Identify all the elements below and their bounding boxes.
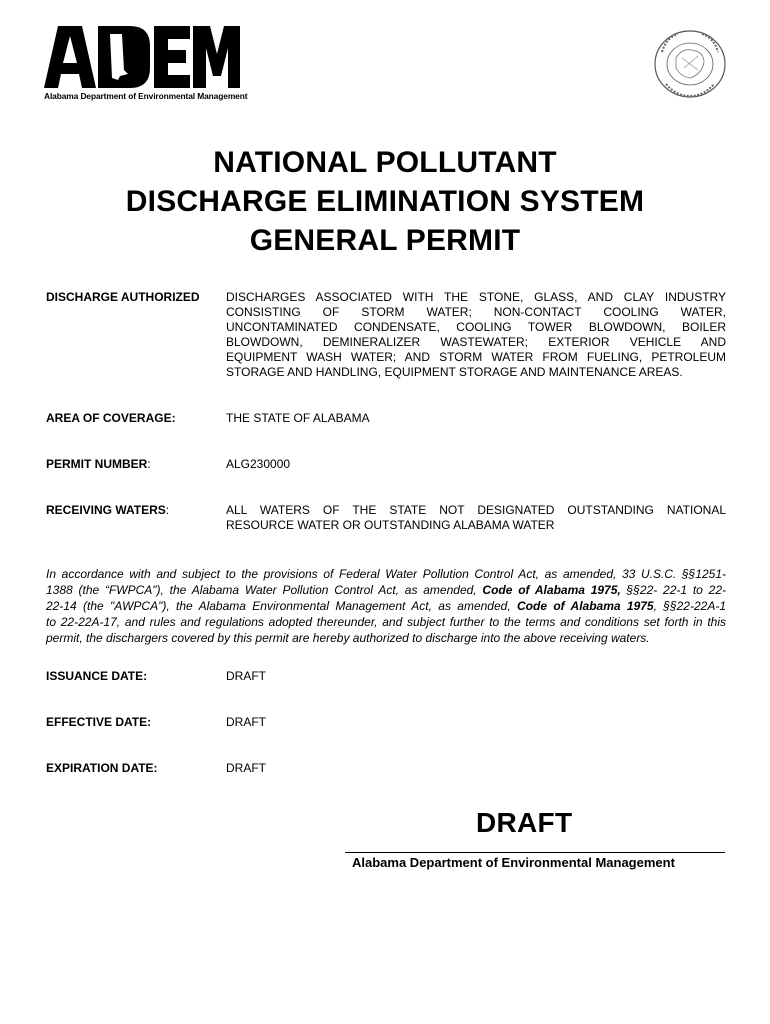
code-citation: Code of Alabama 1975	[517, 599, 654, 613]
draft-stamp: DRAFT	[476, 807, 573, 838]
title-line: NATIONAL POLLUTANT	[213, 146, 557, 179]
value-line: DISCHARGES ASSOCIATED WITH THE STONE, GLASS, AND CLAY INDUSTRY	[226, 290, 726, 304]
adem-logo	[42, 24, 248, 102]
issuance-date-label: ISSUANCE DATE:	[46, 669, 148, 683]
value-line: EQUIPMENT WASH WATER; AND STORM WATER FROM FUELING, PETROLEUM	[226, 350, 726, 364]
discharge-authorized-value	[226, 290, 726, 380]
value-line: ALL WATERS OF THE STATE NOT DESIGNATED OUTSTANDING NATIONAL	[226, 503, 726, 517]
authorization-paragraph	[46, 566, 726, 646]
effective-date-value: DRAFT	[226, 715, 266, 729]
paragraph-text: , §§22-22A-1	[653, 599, 726, 613]
title-line: DISCHARGE ELIMINATION SYSTEM	[125, 185, 645, 218]
value-line: CONSISTING OF STORM WATER; NON-CONTACT COOLING WATER,	[226, 305, 726, 319]
title-line: GENERAL PERMIT	[249, 224, 521, 257]
value-line: UNCONTAMINATED CONDENSATE, COOLING TOWER BLOWDOWN, BOILER	[226, 320, 726, 334]
adem-logo-mark	[42, 24, 240, 90]
signatory-name: Alabama Department of Environmental Management	[352, 855, 675, 870]
paragraph-line: In accordance with and subject to the provisions of Federal Water Pollution Control Act, as amended, 33 U.S.C. §§1251-	[46, 567, 726, 581]
paragraph-line	[46, 582, 726, 598]
signature-line	[345, 852, 725, 853]
expiration-date-value: DRAFT	[226, 761, 266, 775]
paragraph-text: §§22- 22-1 to 22-	[620, 583, 726, 597]
expiration-date-label: EXPIRATION DATE:	[46, 761, 158, 775]
paragraph-text: 22-14 (the "AWPCA"), the Alabama Environmental Management Act, as amended,	[46, 599, 517, 613]
paragraph-text: 1388 (the “FWPCA"), the Alabama Water Pollution Control Act, as amended,	[46, 583, 483, 597]
permit-number-label-text: PERMIT NUMBER	[46, 457, 148, 471]
paragraph-line: to 22-22A-17, and rules and regulations adopted thereunder, and subject further to the terms and conditions set forth in this	[46, 615, 726, 629]
document-title	[0, 143, 770, 260]
value-line: RESOURCE WATER OR OUTSTANDING ALABAMA WATER	[226, 518, 555, 532]
issuance-date-value: DRAFT	[226, 669, 266, 683]
permit-number-label	[46, 457, 151, 471]
code-citation: Code of Alabama 1975,	[482, 583, 621, 597]
value-line: BLOWDOWN, DEMINERALIZER WASTEWATER; EXTERIOR VEHICLE AND	[226, 335, 726, 349]
area-of-coverage-label: AREA OF COVERAGE:	[46, 411, 176, 425]
paragraph-line: permit, the dischargers covered by this permit are hereby authorized to discharge into the above receiving waters.	[46, 631, 650, 645]
discharge-authorized-label: DISCHARGE AUTHORIZED	[46, 290, 200, 304]
area-of-coverage-value: THE STATE OF ALABAMA	[226, 411, 370, 425]
paragraph-line	[46, 598, 726, 614]
effective-date-label: EFFECTIVE DATE:	[46, 715, 152, 729]
value-line: STORAGE AND HANDLING, EQUIPMENT STORAGE AND MAINTENANCE AREAS.	[226, 365, 683, 379]
permit-number-value: ALG230000	[226, 457, 291, 471]
receiving-waters-label	[46, 503, 169, 517]
great-seal-icon	[652, 28, 728, 100]
logo-subtitle: Alabama Department of Environmental Management	[44, 91, 248, 101]
label-colon: :	[165, 503, 170, 517]
receiving-waters-label-text: RECEIVING WATERS	[46, 503, 166, 517]
receiving-waters-value	[226, 503, 726, 533]
label-colon: :	[147, 457, 151, 471]
